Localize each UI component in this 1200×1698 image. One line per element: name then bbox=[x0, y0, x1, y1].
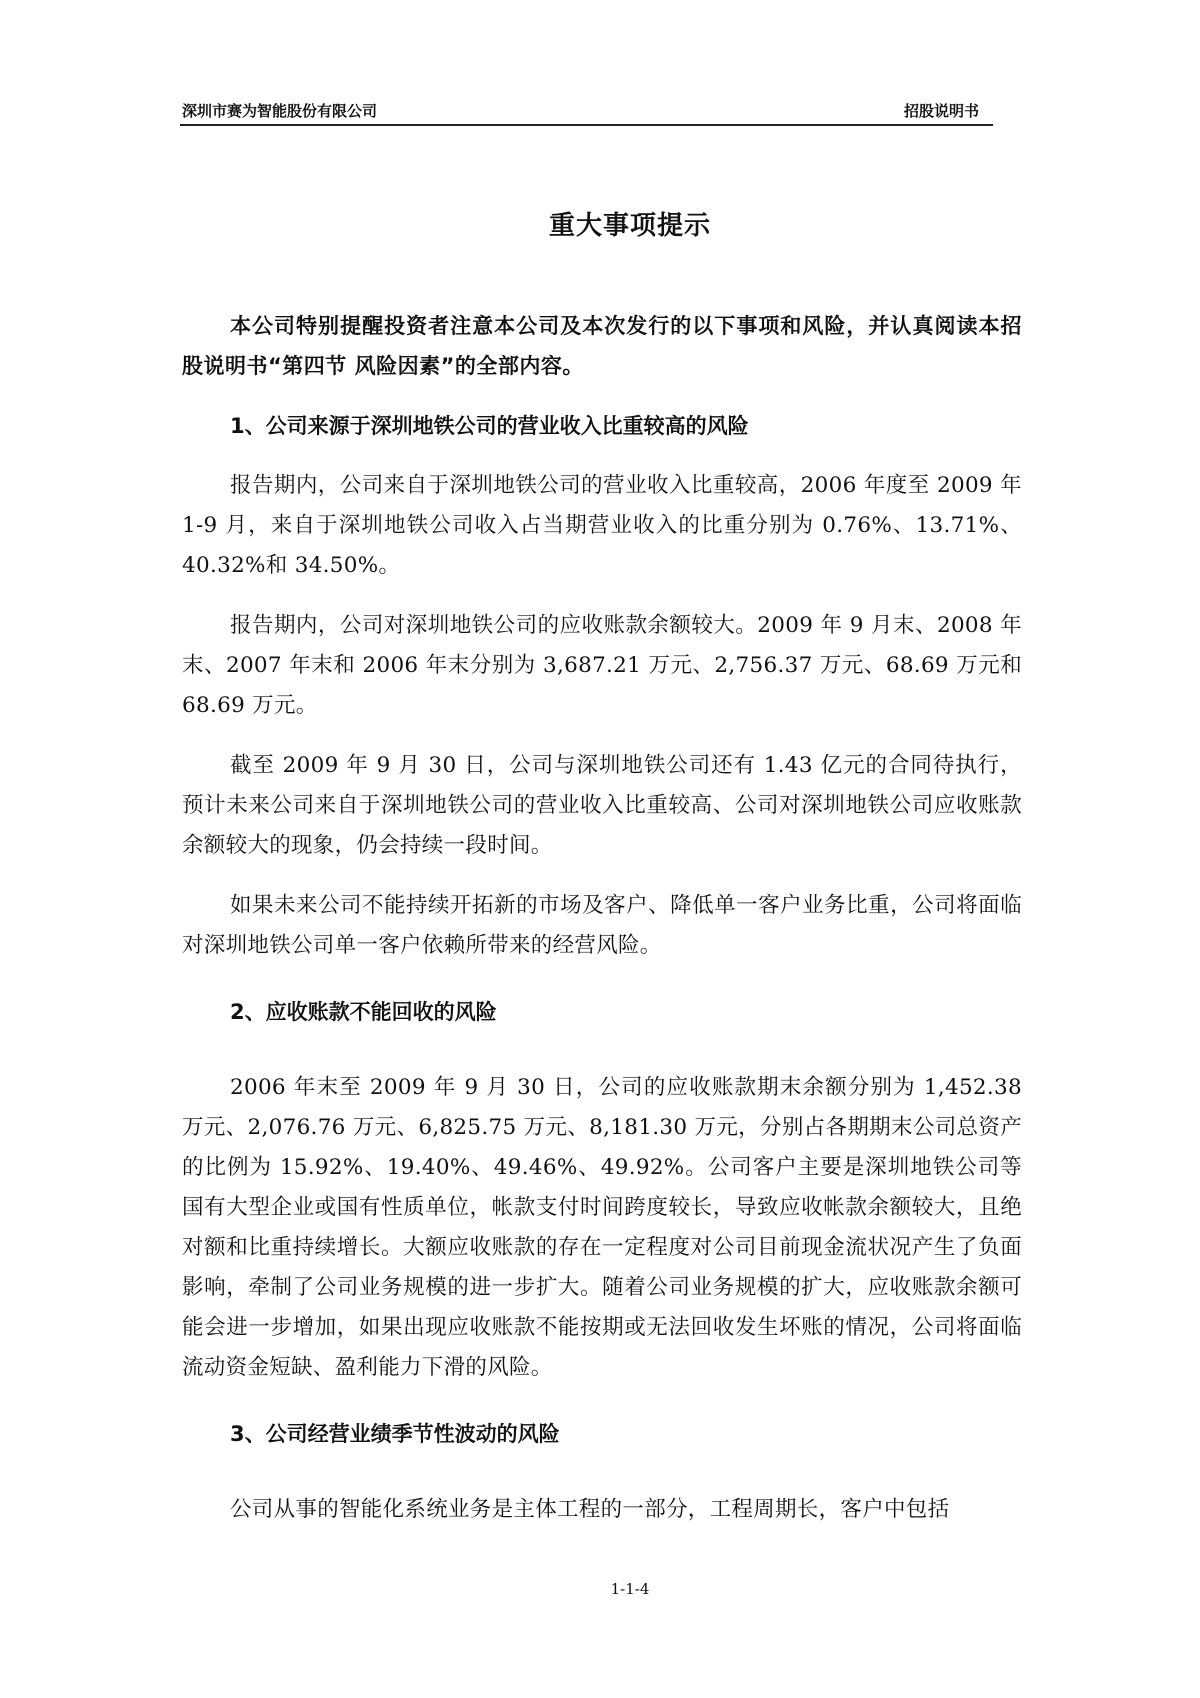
page-title: 重大事项提示 bbox=[548, 211, 711, 241]
header-document-type: 招股说明书 bbox=[903, 102, 979, 120]
intro-paragraph: 本公司特别提醒投资者注意本公司及本次发行的以下事项和风险，并认真阅读本招股说明书“第四节 风险因素”的全部内容。 bbox=[182, 314, 1022, 378]
document-body bbox=[182, 306, 1022, 1550]
section-3-paragraph-1: 公司从事的智能化系统业务是主体工程的一部分，工程周期长，客户中包括 bbox=[230, 1497, 950, 1522]
header-company-name: 深圳市赛为智能股份有限公司 bbox=[182, 102, 378, 120]
section-1-paragraph-3: 截至 2009 年 9 月 30 日，公司与深圳地铁公司还有 1.43 亿元的合同待执行，预计未来公司来自于深圳地铁公司的营业收入比重较高、公司对深圳地铁公司应收账款余额较大的现象，仍会持续一段时间。 bbox=[182, 753, 1022, 858]
section-1-heading: 1、公司来源于深圳地铁公司的营业收入比重较高的风险 bbox=[230, 414, 749, 438]
section-1-paragraph-4: 如果未来公司不能持续开拓新的市场及客户、降低单一客户业务比重，公司将面临对深圳地铁公司单一客户依赖所带来的经营风险。 bbox=[182, 893, 1022, 958]
section-1-paragraph-2: 报告期内，公司对深圳地铁公司的应收账款余额较大。2009 年 9 月末、2008 年末、2007 年末和 2006 年末分别为 3,687.21 万元、2,756.37 万元、68.69 万元和 68.69 万元。 bbox=[182, 613, 1022, 718]
section-2-heading: 2、应收账款不能回收的风险 bbox=[230, 1000, 497, 1024]
section-2-paragraph-1: 2006 年末至 2009 年 9 月 30 日，公司的应收账款期末余额分别为 1,452.38 万元、2,076.76 万元、6,825.75 万元、8,181.30 万元，分别占各期期末公司总资产的比例为 15.92%、19.40%、49.46%、49.92%。公司客户主要是深圳地铁公司等国有大型企业或国有性质单位，帐款支付时间跨度较长，导致应收帐款余额较大，且绝对额和比重持续增长。大额应收账款的存在一定程度对公司目前现金流状况产生了负面影响，牵制了公司业务规模的进一步扩大。随着公司业务规模的扩大，应收账款余额可能会进一步增加，如果出现应收账款不能按期或无法回收发生坏账的情况，公司将面临流动资金短缺、盈利能力下滑的风险。 bbox=[182, 1075, 1022, 1380]
section-3-heading: 3、公司经营业绩季节性波动的风险 bbox=[230, 1422, 560, 1446]
page-header bbox=[180, 96, 993, 126]
section-1-paragraph-1: 报告期内，公司来自于深圳地铁公司的营业收入比重较高，2006 年度至 2009 年 1-9 月，来自于深圳地铁公司收入占当期营业收入的比重分别为 0.76%、13.71%、40.32%和 34.50%。 bbox=[182, 473, 1022, 578]
page-number: 1-1-4 bbox=[610, 1580, 650, 1598]
